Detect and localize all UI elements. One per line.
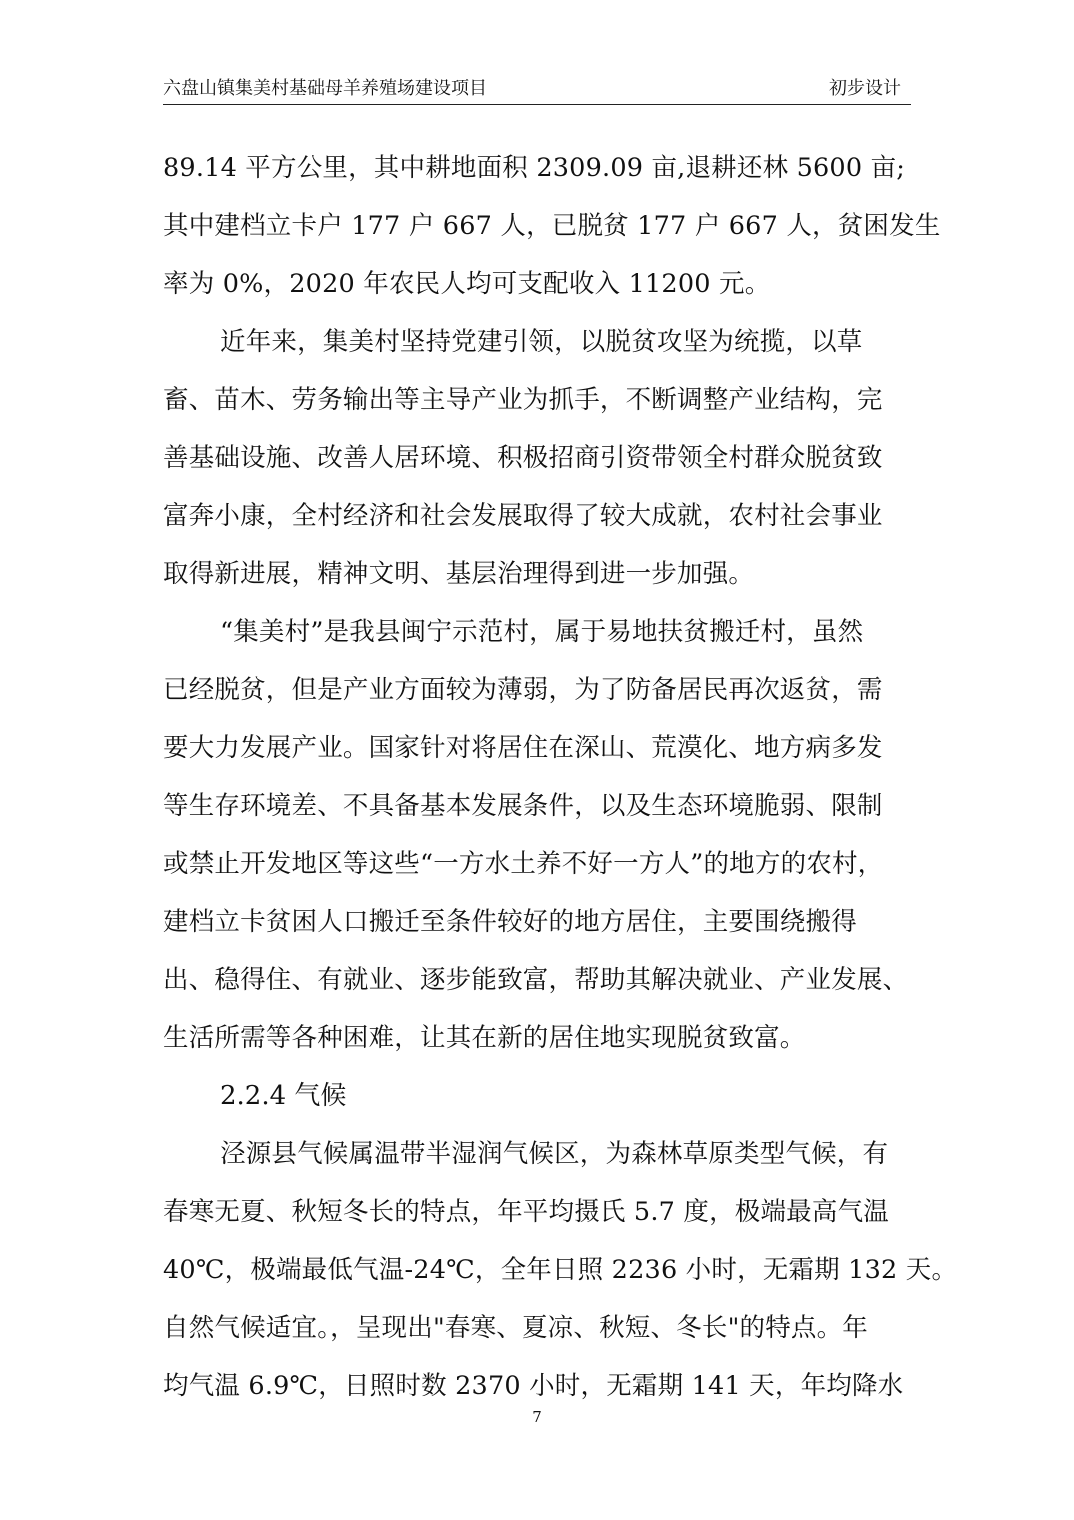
text-line: 或禁止开发地区等这些“一方水土养不好一方人”的地方的农村， <box>163 849 884 879</box>
paragraph-development <box>163 313 911 603</box>
text-line: 89.14 平方公里，其中耕地面积 2309.09 亩,退耕还林 5600 亩; <box>163 153 906 183</box>
text-line: 自然气候适宜。，呈现出"春寒、夏凉、秋短、冬长"的特点。年 <box>163 1313 869 1343</box>
document-stage: 初步设计 <box>829 78 901 99</box>
text-line: 善基础设施、改善人居环境、积极招商引资带领全村群众脱贫致 <box>163 443 883 473</box>
text-line: 等生存环境差、不具备基本发展条件，以及生态环境脆弱、限制 <box>163 791 883 821</box>
section-heading: 2.2.4 气候 <box>220 1081 347 1111</box>
text-line: “集美村”是我县闽宁示范村，属于易地扶贫搬迁村，虽然 <box>220 617 864 647</box>
document-body <box>163 139 958 1415</box>
page-number: 7 <box>532 1408 542 1426</box>
text-line: 出、稳得住、有就业、逐步能致富，帮助其解决就业、产业发展、 <box>163 965 909 995</box>
text-line: 均气温 6.9℃，日照时数 2370 小时，无霜期 141 天，年均降水 <box>163 1371 904 1401</box>
text-line: 率为 0%，2020 年农民人均可支配收入 11200 元。 <box>163 269 771 299</box>
text-line: 要大力发展产业。国家针对将居住在深山、荒漠化、地方病多发 <box>163 733 883 763</box>
text-line: 其中建档立卡户 177 户 667 人，已脱贫 177 户 667 人，贫困发生 <box>163 211 941 241</box>
text-line: 已经脱贫，但是产业方面较为薄弱，为了防备居民再次返贫，需 <box>163 675 883 705</box>
text-line: 富奔小康，全村经济和社会发展取得了较大成就，农村社会事业 <box>163 501 883 531</box>
text-line: 建档立卡贫困人口搬迁至条件较好的地方居住，主要围绕搬得 <box>163 907 857 937</box>
page-header <box>163 76 911 105</box>
paragraph-area-overview <box>163 139 941 313</box>
paragraph-climate <box>163 1125 958 1415</box>
text-line: 泾源县气候属温带半湿润气候区，为森林草原类型气候，有 <box>220 1139 889 1169</box>
text-line: 畜、苗木、劳务输出等主导产业为抓手，不断调整产业结构，完 <box>163 385 883 415</box>
text-line: 春寒无夏、秋短冬长的特点，年平均摄氏 5.7 度，极端最高气温 <box>163 1197 889 1227</box>
paragraph-relocation <box>163 603 911 1067</box>
text-line: 生活所需等各种困难，让其在新的居住地实现脱贫致富。 <box>163 1023 806 1053</box>
text-line: 40℃，极端最低气温-24℃，全年日照 2236 小时，无霜期 132 天。 <box>163 1255 958 1285</box>
text-line: 近年来，集美村坚持党建引领，以脱贫攻坚为统揽，以草 <box>220 327 863 357</box>
text-line: 取得新进展，精神文明、基层治理得到进一步加强。 <box>163 559 755 589</box>
document-title: 六盘山镇集美村基础母羊养殖场建设项目 <box>163 78 487 99</box>
